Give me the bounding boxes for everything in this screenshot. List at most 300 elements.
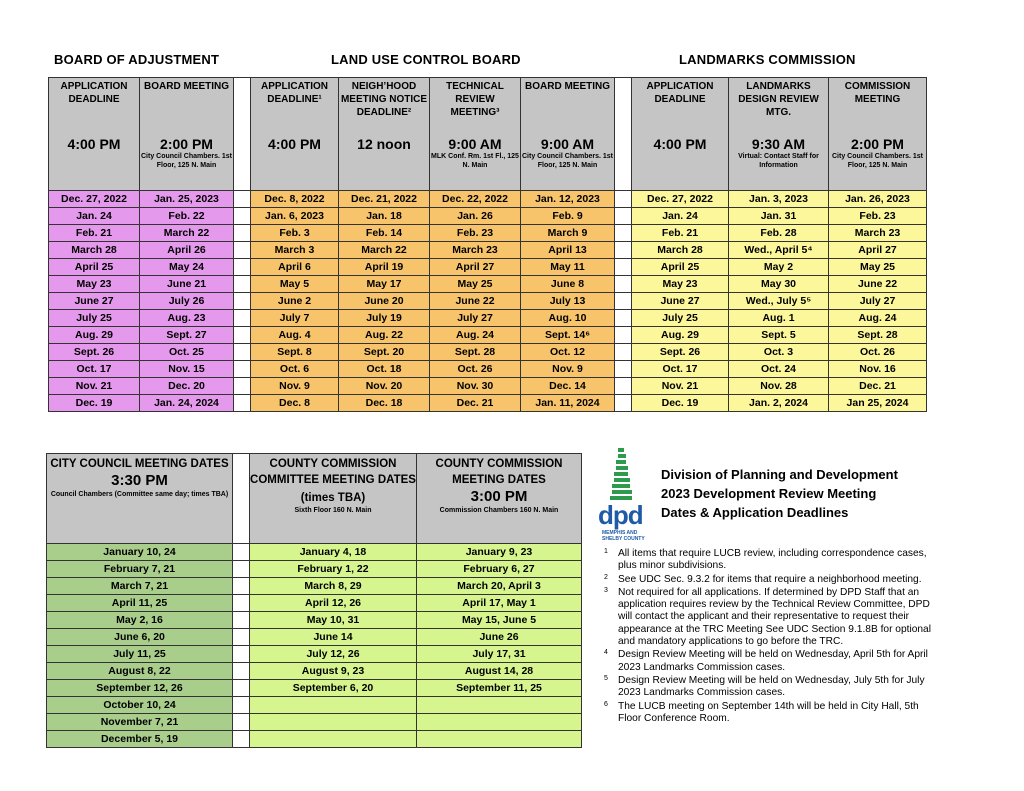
date-cell: June 22: [430, 293, 521, 310]
column-header: [729, 78, 829, 191]
date-cell: July 25: [632, 310, 729, 327]
column-header-time-note: (times TBA): [300, 492, 366, 504]
date-cell: March 8, 29: [250, 578, 417, 595]
date-cell: Jan. 24: [49, 208, 140, 225]
date-cell: Aug. 29: [49, 327, 140, 344]
column-header: [339, 78, 430, 191]
section-title-landmarks-commission: LANDMARKS COMMISSION: [679, 52, 856, 67]
spacer-cell: [233, 578, 250, 595]
date-cell: Aug. 4: [251, 327, 339, 344]
date-cell: August 9, 23: [250, 663, 417, 680]
spacer-cell: [233, 629, 250, 646]
logo-bar: [614, 478, 630, 482]
spacer-cell: [233, 612, 250, 629]
column-header: [417, 454, 582, 544]
column-header-time: 2:00 PM: [160, 136, 213, 152]
table-row: [49, 344, 927, 361]
date-cell: Jan. 26: [430, 208, 521, 225]
date-cell: May 10, 31: [250, 612, 417, 629]
column-header-time: 2:00 PM: [851, 136, 904, 152]
footnote-number: 4: [604, 649, 608, 657]
column-header-time: 3:00 PM: [470, 488, 528, 505]
date-cell: September 12, 26: [47, 680, 233, 697]
date-cell: September 6, 20: [250, 680, 417, 697]
column-header-time: 4:00 PM: [268, 136, 321, 152]
table-row: [47, 561, 582, 578]
dpd-logo-text: dpd: [598, 500, 643, 530]
date-cell: July 11, 25: [47, 646, 233, 663]
section-title-board-of-adjustment: BOARD OF ADJUSTMENT: [54, 52, 220, 67]
spacer-cell: [233, 454, 250, 544]
date-cell: April 12, 26: [250, 595, 417, 612]
date-cell: April 27: [430, 259, 521, 276]
date-cell: June 20: [339, 293, 430, 310]
date-cell: April 27: [829, 242, 927, 259]
date-cell: [250, 714, 417, 731]
spacer-cell: [615, 395, 632, 412]
date-cell: June 21: [140, 276, 234, 293]
column-header: [49, 78, 140, 191]
document-title-line-2: 2023 Development Review Meeting: [661, 486, 877, 501]
date-cell: Oct. 6: [251, 361, 339, 378]
spacer-cell: [615, 191, 632, 208]
date-cell: Feb. 3: [251, 225, 339, 242]
date-cell: April 6: [251, 259, 339, 276]
spacer-cell: [234, 293, 251, 310]
date-cell: July 19: [339, 310, 430, 327]
footnote-number: 5: [604, 674, 608, 682]
date-cell: June 14: [250, 629, 417, 646]
footnote-number: 2: [604, 573, 608, 581]
date-cell: Feb. 21: [632, 225, 729, 242]
table-row: [47, 731, 582, 748]
footnote-text: See UDC Sec. 9.3.2 for items that require a neighborhood meeting.: [618, 573, 922, 585]
date-cell: March 28: [632, 242, 729, 259]
footnote-number: 3: [604, 586, 608, 594]
footnote-text: Not required for all applications. If determined by DPD Staff that an application requires review by the Technical Review Committee, DPD will contact the applicant and their representative to request their appearance at the TRC Meeting See UDC Section 9.1.8B for optional and mandatory applications to go before the TRC.: [618, 586, 931, 648]
footnote-text: Design Review Meeting will be held on Wednesday, July 5th for July 2023 Landmarks Commission cases.: [618, 674, 925, 699]
date-cell: March 3: [251, 242, 339, 259]
date-cell: May 30: [729, 276, 829, 293]
date-cell: Dec. 22, 2022: [430, 191, 521, 208]
date-cell: Dec. 19: [49, 395, 140, 412]
table-row: [47, 714, 582, 731]
date-cell: Feb. 23: [430, 225, 521, 242]
date-cell: April 26: [140, 242, 234, 259]
spacer-cell: [233, 680, 250, 697]
date-cell: Nov. 15: [140, 361, 234, 378]
date-cell: January 10, 24: [47, 544, 233, 561]
footnote-number: 1: [604, 548, 608, 555]
date-cell: Sept. 14⁶: [521, 327, 615, 344]
date-cell: Jan. 24: [632, 208, 729, 225]
date-cell: Oct. 17: [632, 361, 729, 378]
date-cell: January 9, 23: [417, 544, 582, 561]
date-cell: Aug. 22: [339, 327, 430, 344]
date-cell: [250, 731, 417, 748]
date-cell: Oct. 26: [829, 344, 927, 361]
date-cell: [417, 731, 582, 748]
date-cell: Aug. 24: [430, 327, 521, 344]
table-row: [49, 225, 927, 242]
logo-bar: [612, 484, 630, 488]
table-row: [49, 395, 927, 412]
column-header: [140, 78, 234, 191]
date-cell: Nov. 21: [49, 378, 140, 395]
date-cell: July 17, 31: [417, 646, 582, 663]
date-cell: June 27: [49, 293, 140, 310]
date-cell: July 13: [521, 293, 615, 310]
date-cell: Wed., April 5⁴: [729, 242, 829, 259]
spacer-cell: [615, 361, 632, 378]
table-row: [49, 378, 927, 395]
date-cell: Oct. 24: [729, 361, 829, 378]
column-header-label: BOARD MEETING: [144, 81, 229, 92]
date-cell: April 17, May 1: [417, 595, 582, 612]
spacer-cell: [615, 208, 632, 225]
date-cell: January 4, 18: [250, 544, 417, 561]
column-header-location: Sixth Floor 160 N. Main: [294, 507, 372, 514]
spacer-cell: [615, 242, 632, 259]
date-cell: August 8, 22: [47, 663, 233, 680]
date-cell: September 11, 25: [417, 680, 582, 697]
date-cell: Sept. 5: [729, 327, 829, 344]
column-header-label: APPLICATION DEADLINE: [60, 81, 128, 105]
table-row: [47, 612, 582, 629]
date-cell: March 22: [140, 225, 234, 242]
date-cell: [417, 714, 582, 731]
spacer-cell: [615, 225, 632, 242]
date-cell: May 24: [140, 259, 234, 276]
table-row: [47, 595, 582, 612]
column-header: [251, 78, 339, 191]
date-cell: May 17: [339, 276, 430, 293]
date-cell: Dec. 14: [521, 378, 615, 395]
date-cell: Oct. 3: [729, 344, 829, 361]
date-cell: Jan. 6, 2023: [251, 208, 339, 225]
date-cell: April 25: [632, 259, 729, 276]
date-cell: Dec. 27, 2022: [49, 191, 140, 208]
date-cell: May 2, 16: [47, 612, 233, 629]
spacer-cell: [233, 561, 250, 578]
date-cell: May 2: [729, 259, 829, 276]
date-cell: February 7, 21: [47, 561, 233, 578]
column-header: [521, 78, 615, 191]
date-cell: March 23: [430, 242, 521, 259]
spacer-cell: [233, 714, 250, 731]
spacer-cell: [233, 663, 250, 680]
spacer-cell: [234, 361, 251, 378]
footnotes: [604, 548, 944, 726]
date-cell: Sept. 28: [829, 327, 927, 344]
date-cell: May 15, June 5: [417, 612, 582, 629]
table-row: [49, 361, 927, 378]
date-cell: June 26: [417, 629, 582, 646]
spacer-cell: [615, 378, 632, 395]
date-cell: Jan. 25, 2023: [140, 191, 234, 208]
footnote: [604, 675, 944, 700]
date-cell: Wed., July 5⁵: [729, 293, 829, 310]
footnote: [604, 548, 944, 573]
date-cell: Feb. 14: [339, 225, 430, 242]
date-cell: Jan. 18: [339, 208, 430, 225]
spacer-cell: [233, 544, 250, 561]
logo-bar: [612, 490, 632, 494]
spacer-cell: [615, 344, 632, 361]
spacer-cell: [234, 327, 251, 344]
date-cell: Dec. 21: [430, 395, 521, 412]
date-cell: May 23: [49, 276, 140, 293]
column-header-time: 9:00 AM: [540, 136, 595, 152]
table-row: [49, 191, 927, 208]
date-cell: Feb. 23: [829, 208, 927, 225]
date-cell: Feb. 28: [729, 225, 829, 242]
date-cell: Oct. 17: [49, 361, 140, 378]
date-cell: Dec. 8: [251, 395, 339, 412]
column-header: [632, 78, 729, 191]
footnote: [604, 587, 944, 648]
footnote-text: Design Review Meeting will be held on Wednesday, April 5th for April 2023 Landmarks Commission cases.: [618, 649, 928, 673]
date-cell: Nov. 21: [632, 378, 729, 395]
date-cell: Nov. 20: [339, 378, 430, 395]
column-header-label: APPLICATION DEADLINE: [646, 81, 714, 105]
spacer-cell: [234, 276, 251, 293]
logo-bar: [616, 466, 628, 470]
date-cell: April 13: [521, 242, 615, 259]
date-cell: April 11, 25: [47, 595, 233, 612]
date-cell: March 23: [829, 225, 927, 242]
column-header: [47, 454, 233, 544]
council-commission-schedule-table: [46, 453, 582, 748]
dpd-logo: [596, 448, 660, 546]
table-row: [47, 544, 582, 561]
table-row: [47, 629, 582, 646]
column-header-label: LANDMARKS DESIGN REVIEW MTG.: [738, 81, 819, 118]
column-header-location: Virtual: Contact Staff for Information: [738, 153, 819, 169]
column-header-location: City Council Chambers. 1st Floor, 125 N. Main: [521, 153, 614, 169]
dpd-logo-subtext: MEMPHIS AND SHELBY COUNTY: [602, 530, 645, 542]
spacer-cell: [234, 344, 251, 361]
date-cell: Jan. 24, 2024: [140, 395, 234, 412]
date-cell: Nov. 30: [430, 378, 521, 395]
column-header-time: 12 noon: [357, 136, 411, 152]
date-cell: Nov. 28: [729, 378, 829, 395]
spacer-cell: [234, 310, 251, 327]
column-header-label: NEIGH’HOOD MEETING NOTICE DEADLINE²: [340, 81, 428, 118]
date-cell: Oct. 25: [140, 344, 234, 361]
date-cell: [250, 697, 417, 714]
spacer-cell: [234, 208, 251, 225]
table-row: [47, 680, 582, 697]
development-review-schedule-table: [48, 77, 927, 412]
date-cell: Dec. 21, 2022: [339, 191, 430, 208]
date-cell: Jan. 31: [729, 208, 829, 225]
date-cell: July 27: [430, 310, 521, 327]
table-row: [47, 578, 582, 595]
table-row: [47, 663, 582, 680]
date-cell: May 23: [632, 276, 729, 293]
column-header-label: APPLICATION DEADLINE¹: [260, 81, 329, 105]
footnote: [604, 701, 944, 726]
date-cell: Oct. 12: [521, 344, 615, 361]
column-header-time: 4:00 PM: [653, 136, 707, 152]
column-header-location: Council Chambers (Committee same day; times TBA): [50, 491, 229, 498]
date-cell: June 27: [632, 293, 729, 310]
date-cell: Aug. 24: [829, 310, 927, 327]
spacer-cell: [234, 242, 251, 259]
date-cell: Dec. 19: [632, 395, 729, 412]
spacer-cell: [233, 697, 250, 714]
date-cell: Dec. 18: [339, 395, 430, 412]
date-cell: Jan. 11, 2024: [521, 395, 615, 412]
date-cell: August 14, 28: [417, 663, 582, 680]
date-cell: March 9: [521, 225, 615, 242]
date-cell: Jan. 3, 2023: [729, 191, 829, 208]
column-header-label: COUNTY COMMISSION COMMITTEE MEETING DATES: [250, 458, 416, 486]
date-cell: Aug. 29: [632, 327, 729, 344]
column-header-location: City Council Chambers. 1st Floor, 125 N. Main: [140, 153, 233, 169]
column-header: [250, 454, 417, 544]
table-row: [49, 208, 927, 225]
spacer-cell: [615, 276, 632, 293]
date-cell: February 1, 22: [250, 561, 417, 578]
table-row: [49, 310, 927, 327]
document-title: [661, 465, 898, 522]
date-cell: Jan 25, 2024: [829, 395, 927, 412]
date-cell: [417, 697, 582, 714]
spacer-cell: [234, 395, 251, 412]
footnote-number: 6: [604, 700, 608, 708]
spacer-cell: [234, 259, 251, 276]
date-cell: Oct. 26: [430, 361, 521, 378]
logo-bar: [614, 472, 628, 476]
spacer-cell: [234, 378, 251, 395]
table-row: [49, 293, 927, 310]
date-cell: February 6, 27: [417, 561, 582, 578]
date-cell: July 12, 26: [250, 646, 417, 663]
document-title-line-1: Division of Planning and Development: [661, 467, 898, 482]
date-cell: March 7, 21: [47, 578, 233, 595]
table-row: [47, 697, 582, 714]
column-header-label: CITY COUNCIL MEETING DATES: [50, 458, 229, 470]
column-header-time: 9:00 AM: [448, 136, 502, 152]
table-row: [49, 242, 927, 259]
date-cell: July 26: [140, 293, 234, 310]
column-header-time: 9:30 AM: [751, 136, 806, 152]
date-cell: May 25: [430, 276, 521, 293]
date-cell: Jan. 2, 2024: [729, 395, 829, 412]
footnote-text: All items that require LUCB review, including correspondence cases, plus minor subdivisions.: [618, 548, 927, 572]
column-header-label: BOARD MEETING: [525, 81, 610, 92]
spacer-cell: [233, 646, 250, 663]
date-cell: October 10, 24: [47, 697, 233, 714]
date-cell: Sept. 27: [140, 327, 234, 344]
table-row: [49, 259, 927, 276]
column-header: [829, 78, 927, 191]
column-header-label: TECHNICAL REVIEW MEETING³: [446, 81, 504, 118]
footnote: [604, 574, 944, 586]
column-header-location: City Council Chambers. 1st Floor, 125 N. Main: [831, 153, 924, 169]
date-cell: Sept. 20: [339, 344, 430, 361]
table-row: [49, 327, 927, 344]
column-header: [430, 78, 521, 191]
document-title-line-3: Dates & Application Deadlines: [661, 505, 849, 520]
footnote-text: The LUCB meeting on September 14th will be held in City Hall, 5th Floor Conference Room.: [618, 700, 919, 724]
date-cell: May 5: [251, 276, 339, 293]
column-header-label: COMMISSION MEETING: [844, 81, 911, 105]
section-title-land-use-control-board: LAND USE CONTROL BOARD: [331, 52, 521, 67]
date-cell: May 11: [521, 259, 615, 276]
logo-bar: [616, 460, 626, 464]
date-cell: Aug. 10: [521, 310, 615, 327]
date-cell: Dec. 8, 2022: [251, 191, 339, 208]
date-cell: Nov. 16: [829, 361, 927, 378]
date-cell: Nov. 9: [251, 378, 339, 395]
column-header-location: MLK Conf. Rm. 1st Fl., 125 N. Main: [431, 153, 519, 169]
spacer-cell: [615, 293, 632, 310]
spacer-cell: [615, 78, 632, 191]
date-cell: December 5, 19: [47, 731, 233, 748]
date-cell: April 25: [49, 259, 140, 276]
date-cell: Feb. 22: [140, 208, 234, 225]
spacer-cell: [234, 191, 251, 208]
date-cell: Sept. 26: [49, 344, 140, 361]
spacer-cell: [615, 327, 632, 344]
spacer-cell: [233, 731, 250, 748]
column-header-location: Commission Chambers 160 N. Main: [439, 507, 559, 514]
date-cell: July 7: [251, 310, 339, 327]
spacer-cell: [615, 259, 632, 276]
date-cell: Feb. 21: [49, 225, 140, 242]
column-header-time: 3:30 PM: [111, 472, 168, 489]
table-row: [49, 276, 927, 293]
date-cell: Dec. 27, 2022: [632, 191, 729, 208]
date-cell: May 25: [829, 259, 927, 276]
date-cell: Jan. 12, 2023: [521, 191, 615, 208]
date-cell: Dec. 21: [829, 378, 927, 395]
date-cell: June 8: [521, 276, 615, 293]
date-cell: June 2: [251, 293, 339, 310]
spacer-cell: [234, 78, 251, 191]
date-cell: July 25: [49, 310, 140, 327]
column-header-label: COUNTY COMMISSION MEETING DATES: [435, 458, 563, 486]
date-cell: March 20, April 3: [417, 578, 582, 595]
date-cell: April 19: [339, 259, 430, 276]
date-cell: June 6, 20: [47, 629, 233, 646]
date-cell: November 7, 21: [47, 714, 233, 731]
spacer-cell: [233, 595, 250, 612]
date-cell: Nov. 9: [521, 361, 615, 378]
footnote: [604, 649, 944, 674]
spacer-cell: [615, 310, 632, 327]
date-cell: Oct. 18: [339, 361, 430, 378]
date-cell: Feb. 9: [521, 208, 615, 225]
logo-bar: [618, 454, 626, 458]
date-cell: Aug. 1: [729, 310, 829, 327]
date-cell: Sept. 26: [632, 344, 729, 361]
date-cell: Jan. 26, 2023: [829, 191, 927, 208]
date-cell: March 22: [339, 242, 430, 259]
table-row: [47, 646, 582, 663]
date-cell: Dec. 20: [140, 378, 234, 395]
date-cell: Sept. 8: [251, 344, 339, 361]
logo-bar: [618, 448, 624, 452]
spacer-cell: [234, 225, 251, 242]
date-cell: Aug. 23: [140, 310, 234, 327]
date-cell: June 22: [829, 276, 927, 293]
date-cell: Sept. 28: [430, 344, 521, 361]
date-cell: July 27: [829, 293, 927, 310]
